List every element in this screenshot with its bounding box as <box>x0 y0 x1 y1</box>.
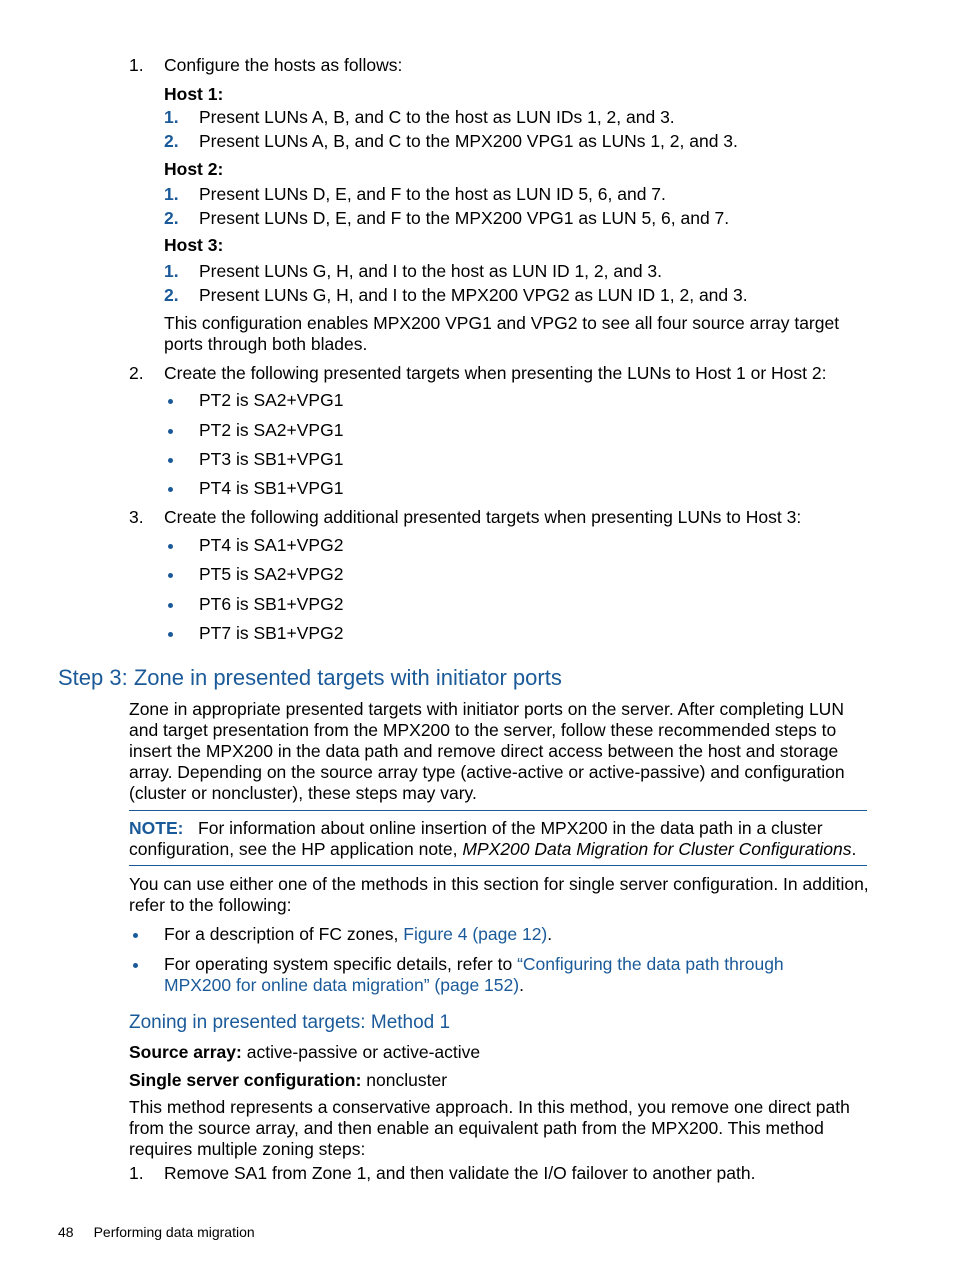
reference-suffix: . <box>519 975 524 995</box>
figure-link[interactable]: Figure 4 (page 12) <box>403 924 548 944</box>
reference-item <box>164 954 854 996</box>
bullet-text: PT4 is SB1+VPG1 <box>199 478 344 498</box>
list-number: 2. <box>129 363 144 383</box>
reference-item <box>164 924 864 945</box>
single-server-line <box>129 1070 447 1091</box>
list-item-text: Create the following additional presented targets when presenting LUNs to Host 3: <box>164 507 802 527</box>
bullet-icon <box>168 603 173 608</box>
bullet-text: PT5 is SA2+VPG2 <box>199 564 344 584</box>
bullet-icon <box>168 573 173 578</box>
note-label: NOTE: <box>129 818 184 838</box>
note-top-rule <box>129 810 867 811</box>
sub-step-number: 2. <box>164 131 179 151</box>
bullet-text: PT3 is SB1+VPG1 <box>199 449 344 469</box>
reference-prefix: For a description of FC zones, <box>164 924 399 944</box>
list-item-text: Remove SA1 from Zone 1, and then validate the I/O failover to another path. <box>164 1163 756 1183</box>
bullet-icon <box>168 458 173 463</box>
footer-title: Performing data migration <box>93 1224 255 1240</box>
bullet-icon <box>168 544 173 549</box>
single-server-label: Single server configuration: <box>129 1070 362 1090</box>
method-paragraph: This method represents a conservative approach. In this method, you remove one direct path from the source array, and then enable an equivalent path from the MPX200. This method requires multiple zoning steps: <box>129 1097 850 1159</box>
section-link[interactable]: “Configuring the data path through MPX200 for online data migration” (page 152) <box>164 954 784 995</box>
list-item-text: Create the following presented targets when presenting the LUNs to Host 1 or Host 2: <box>164 363 827 383</box>
sub-step-text: Present LUNs D, E, and F to the host as LUN ID 5, 6, and 7. <box>199 184 666 204</box>
source-array-line <box>129 1042 480 1063</box>
sub-step-number: 2. <box>164 208 179 228</box>
bullet-icon <box>168 632 173 637</box>
host-heading: Host 2: <box>164 159 224 179</box>
list-number: 1. <box>129 55 144 75</box>
note-paragraph <box>129 818 869 860</box>
sub-step-text: Present LUNs G, H, and I to the MPX200 VPG2 as LUN ID 1, 2, and 3. <box>199 285 748 305</box>
sub-step-text: Present LUNs A, B, and C to the host as LUN IDs 1, 2, and 3. <box>199 107 675 127</box>
bullet-text: PT2 is SA2+VPG1 <box>199 390 344 410</box>
sub-step-text: Present LUNs D, E, and F to the MPX200 VPG1 as LUN 5, 6, and 7. <box>199 208 730 228</box>
bullet-icon <box>168 487 173 492</box>
reference-suffix: . <box>547 924 553 944</box>
source-array-label: Source array: <box>129 1042 242 1062</box>
reference-prefix: For operating system specific details, refer to <box>164 954 513 974</box>
bullet-icon <box>168 429 173 434</box>
bullet-icon <box>133 963 138 968</box>
bullet-text: PT2 is SA2+VPG1 <box>199 420 344 440</box>
sub-step-number: 2. <box>164 285 179 305</box>
bullet-text: PT7 is SB1+VPG2 <box>199 623 344 643</box>
page-number: 48 <box>58 1224 74 1240</box>
sub-step-number: 1. <box>164 261 179 281</box>
config-note-paragraph: This configuration enables MPX200 VPG1 and VPG2 to see all four source array target ports through both blades. <box>164 313 840 354</box>
list-number: 3. <box>129 507 144 527</box>
host-heading: Host 3: <box>164 235 224 255</box>
sub-step-text: Present LUNs A, B, and C to the MPX200 VPG1 as LUNs 1, 2, and 3. <box>199 131 738 151</box>
page-footer <box>58 1224 255 1240</box>
list-number: 1. <box>129 1163 144 1183</box>
sub-step-number: 1. <box>164 107 179 127</box>
bullet-icon <box>168 399 173 404</box>
sub-step-text: Present LUNs G, H, and I to the host as LUN ID 1, 2, and 3. <box>199 261 663 281</box>
methods-paragraph: You can use either one of the methods in this section for single server configuration. In addition, refer to the following: <box>129 874 869 915</box>
source-array-value: active-passive or active-active <box>246 1042 481 1062</box>
bullet-icon <box>133 933 138 938</box>
section-heading: Step 3: Zone in presented targets with initiator ports <box>58 665 562 690</box>
note-end: . <box>851 839 857 859</box>
bullet-text: PT6 is SB1+VPG2 <box>199 594 344 614</box>
bullet-text: PT4 is SA1+VPG2 <box>199 535 344 555</box>
subsection-heading: Zoning in presented targets: Method 1 <box>129 1012 451 1033</box>
sub-step-number: 1. <box>164 184 179 204</box>
host-heading: Host 1: <box>164 84 224 104</box>
note-doc-title: MPX200 Data Migration for Cluster Configurations <box>462 839 852 859</box>
note-text: For information about online insertion of the MPX200 in the data path in a cluster configuration, see the HP application note, <box>129 818 823 859</box>
list-item-text: Configure the hosts as follows: <box>164 55 403 75</box>
single-server-value: noncluster <box>366 1070 448 1090</box>
section-intro-paragraph: Zone in appropriate presented targets with initiator ports on the server. After completing LUN and target presentation from the MPX200 to the server, follow these recommended steps to insert the MPX200 in the data path and remove direct access between the host and storage array. Depending on the source array type (active-active or active-passive) and configuration (cluster or noncluster), these steps may vary. <box>129 699 845 803</box>
note-bottom-rule <box>129 865 867 866</box>
